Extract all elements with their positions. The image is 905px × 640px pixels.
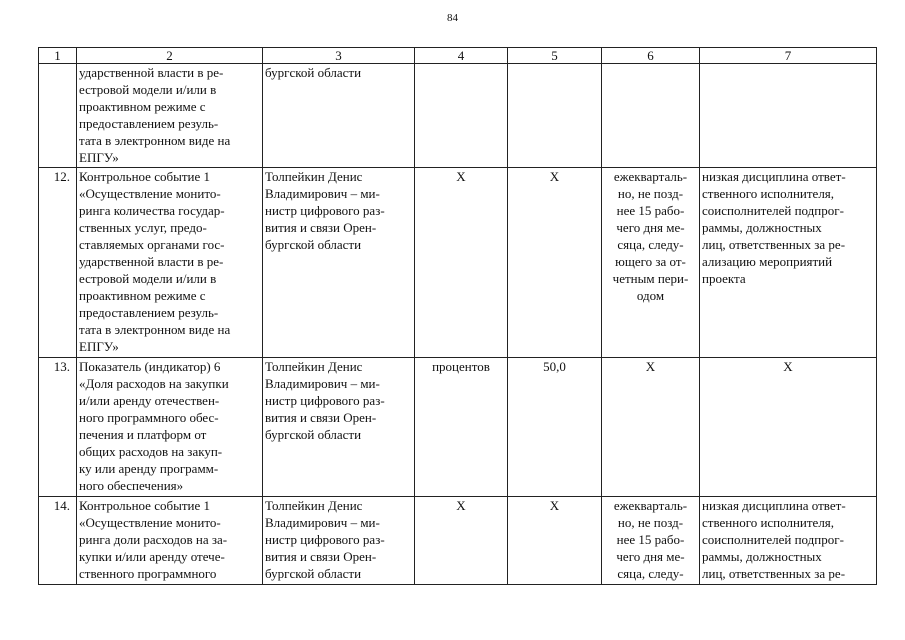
responsible: Толпейкин Денис Владимирович – ми- нистр цифрового раз- вития и связи Орен- бургской области (263, 168, 415, 358)
header-cell: 7 (700, 48, 877, 64)
program-table (38, 47, 877, 585)
unit: процентов (415, 358, 508, 497)
header-cell: 1 (39, 48, 77, 64)
header-cell: 3 (263, 48, 415, 64)
header-cell: 6 (602, 48, 700, 64)
header-cell: 2 (77, 48, 263, 64)
table-row (39, 358, 877, 497)
unit: Х (415, 168, 508, 358)
deadline: ежекварталь- но, не позд- нее 15 рабо- чего дня ме- сяца, следу- (602, 497, 700, 585)
risk: Х (700, 358, 877, 497)
table-row (39, 168, 877, 358)
responsible: Толпейкин Денис Владимирович – ми- нистр цифрового раз- вития и связи Орен- бургской области (263, 497, 415, 585)
table-row (39, 497, 877, 585)
event-name: ударственной власти в ре- естровой модели и/или в проактивном режиме с предоставлением резуль- тата в электронном виде на ЕПГУ» (77, 64, 263, 168)
table-row (39, 64, 877, 168)
unit: Х (415, 497, 508, 585)
unit (415, 64, 508, 168)
deadline (602, 64, 700, 168)
responsible: Толпейкин Денис Владимирович – ми- нистр цифрового раз- вития и связи Орен- бургской области (263, 358, 415, 497)
risk: низкая дисциплина ответ- ственного исполнителя, соисполнителей подпрог- раммы, должностных лиц, ответственных за ре- ализацию мероприятий проекта (700, 168, 877, 358)
target-value: Х (508, 168, 602, 358)
risk: низкая дисциплина ответ- ственного исполнителя, соисполнителей подпрог- раммы, должностных лиц, ответственных за ре- (700, 497, 877, 585)
risk (700, 64, 877, 168)
target-value: 50,0 (508, 358, 602, 497)
row-number: 12. (39, 168, 77, 358)
target-value (508, 64, 602, 168)
row-number (39, 64, 77, 168)
header-cell: 4 (415, 48, 508, 64)
deadline: Х (602, 358, 700, 497)
row-number: 14. (39, 497, 77, 585)
event-name: Контрольное событие 1 «Осуществление монито- ринга количества государ- ственных услуг, предо- ставляемых органами гос- ударственной власти в ре- естровой модели и/или в проактивном режиме с предоставлением резуль- тата в электронном виде на ЕПГУ» (77, 168, 263, 358)
header-row (39, 48, 877, 64)
responsible: бургской области (263, 64, 415, 168)
header-cell: 5 (508, 48, 602, 64)
indicator-name: Показатель (индикатор) 6 «Доля расходов на закупки и/или аренду отечествен- ного программного обес- печения и платформ от общих расходов на закуп- ку или аренду программ- ного обеспечения» (77, 358, 263, 497)
target-value: Х (508, 497, 602, 585)
row-number: 13. (39, 358, 77, 497)
event-name: Контрольное событие 1 «Осуществление монито- ринга доли расходов на за- купки и/или аренду отече- ственного программного (77, 497, 263, 585)
deadline: ежекварталь- но, не позд- нее 15 рабо- чего дня ме- сяца, следу- ющего за от- четным пери- одом (602, 168, 700, 358)
page-number: 84 (447, 12, 458, 24)
